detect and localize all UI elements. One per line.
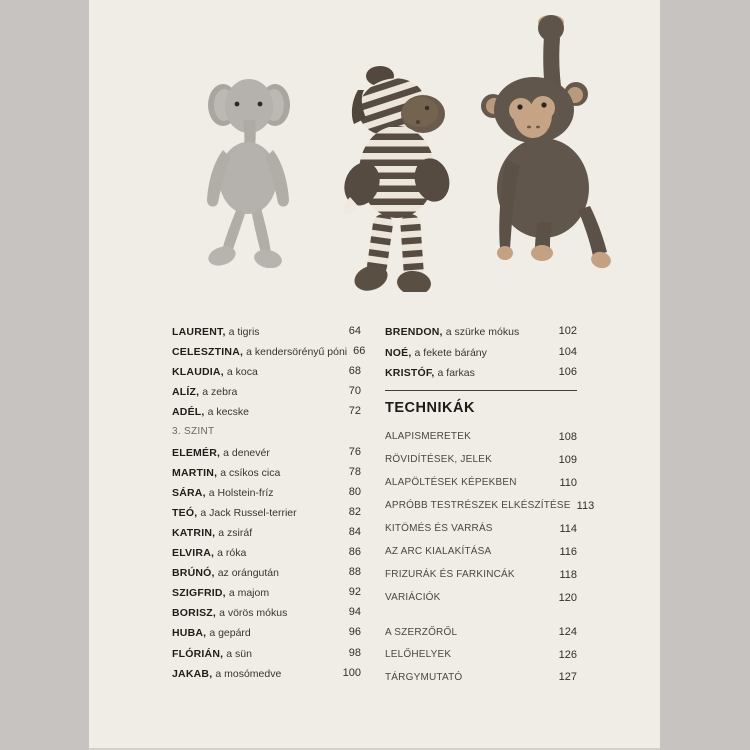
toc-entry bbox=[385, 563, 577, 586]
toc-entry-label bbox=[172, 322, 260, 340]
toc-page-number: 116 bbox=[559, 545, 577, 558]
toc-entry bbox=[385, 425, 577, 448]
toc-page-number: 104 bbox=[558, 345, 577, 358]
toc-entry bbox=[385, 342, 577, 363]
toc-entry bbox=[172, 482, 361, 502]
toc-entry-label: ALAPÖLTÉSEK KÉPEKBEN bbox=[385, 477, 517, 488]
toc-page-number: 68 bbox=[348, 365, 361, 378]
toc-entry-desc: a gepárd bbox=[209, 627, 251, 640]
toc-entry-desc: a sün bbox=[226, 647, 252, 660]
toc-entry bbox=[172, 663, 361, 683]
toc-page-number: 92 bbox=[348, 586, 361, 599]
monkey-toy bbox=[481, 15, 613, 270]
toc-section-label: 3. SZINT bbox=[172, 426, 215, 438]
toc-closing-entries bbox=[385, 621, 577, 689]
toc-entry-desc: a majom bbox=[228, 587, 270, 600]
monkey-toy-photo bbox=[480, 10, 625, 270]
toc-entry-desc: a fekete bárány bbox=[414, 346, 487, 359]
toc-entry bbox=[172, 442, 361, 462]
toc-entry-name: JAKAB, bbox=[172, 667, 213, 680]
toc-entry-desc: az orángután bbox=[217, 567, 279, 580]
toc-entry bbox=[385, 621, 577, 644]
toc-entry-name: SÁRA, bbox=[172, 486, 206, 499]
toc-page-number: 127 bbox=[558, 671, 577, 684]
toc-page-number: 88 bbox=[348, 566, 361, 579]
toc-entry-name: TEÓ, bbox=[172, 506, 198, 519]
toc-page-number: 113 bbox=[576, 499, 595, 512]
toc-divider bbox=[385, 390, 577, 391]
toc-entry-label: VARIÁCIÓK bbox=[385, 592, 441, 603]
toc-entry-name: BORISZ, bbox=[172, 607, 217, 620]
toc-entry bbox=[172, 401, 361, 421]
toc-entry bbox=[385, 586, 577, 609]
toc-entry-name: BRENDON, bbox=[385, 326, 443, 339]
toc-entry bbox=[172, 643, 361, 663]
toc-entry-desc: a csíkos cica bbox=[220, 466, 281, 479]
toc-page-number: 126 bbox=[558, 648, 577, 661]
toc-animal-entries-level2 bbox=[172, 321, 366, 421]
toc-entry-label: A SZERZŐRŐL bbox=[385, 626, 458, 638]
toc-heading-row bbox=[385, 398, 577, 418]
toc-entry-name: ELVIRA, bbox=[172, 547, 215, 560]
toc-page-number: 108 bbox=[558, 430, 577, 443]
toc-entry-label bbox=[172, 603, 287, 621]
toc-entry-label: ALAPISMERETEK bbox=[385, 431, 471, 442]
toc-entry-label bbox=[172, 362, 258, 380]
toc-entry-desc: a vörös mókus bbox=[219, 607, 288, 620]
toc-page-number: 78 bbox=[348, 465, 361, 478]
toc-entry-label bbox=[385, 322, 519, 340]
toc-page-number: 114 bbox=[559, 522, 577, 535]
toc-page-number: 118 bbox=[559, 568, 577, 581]
toc-gap bbox=[385, 609, 577, 621]
toc-entry bbox=[172, 582, 361, 602]
toc-entry-desc: a koca bbox=[226, 366, 258, 379]
toc-entry-label bbox=[172, 402, 249, 420]
toc-entry bbox=[385, 494, 595, 517]
toc-techniques-heading: TECHNIKÁK bbox=[385, 399, 475, 416]
toc-entry-desc: a zsiráf bbox=[218, 526, 253, 539]
toc-entry bbox=[172, 602, 361, 622]
toc-entry bbox=[385, 644, 577, 667]
toc-page-number: 96 bbox=[348, 626, 361, 639]
toc-entry-label bbox=[172, 483, 274, 501]
toc-entry-desc: a kecske bbox=[207, 406, 249, 419]
toc-page-number: 102 bbox=[558, 325, 577, 338]
toc-entry bbox=[385, 540, 577, 563]
toc-page-number: 82 bbox=[348, 505, 361, 518]
toc-entry bbox=[172, 622, 361, 642]
toc-page-number: 98 bbox=[348, 646, 361, 659]
toc-entry-label bbox=[385, 343, 487, 361]
toc-entry bbox=[172, 522, 361, 542]
toc-entry-name: CELESZTINA, bbox=[172, 346, 244, 359]
toc-entry-label bbox=[172, 563, 279, 581]
toc-page-number: 70 bbox=[348, 385, 361, 398]
toc-entry-label bbox=[172, 523, 252, 541]
toc-entry-label bbox=[172, 342, 347, 360]
toc-entry-desc: a denevér bbox=[223, 446, 270, 459]
toc-entry-label bbox=[385, 363, 475, 381]
toc-entry bbox=[172, 361, 361, 381]
toc-entry-label bbox=[172, 443, 270, 461]
toc-entry bbox=[172, 462, 361, 482]
toc-animal-entries-level3 bbox=[172, 442, 361, 683]
toc-entry-name: SZIGFRID, bbox=[172, 587, 226, 600]
toc-page-number: 124 bbox=[558, 626, 577, 639]
toc-entry-desc: a Jack Russel-terrier bbox=[200, 506, 297, 519]
toc-entry-desc: a szürke mókus bbox=[445, 326, 520, 339]
toc-page-number: 86 bbox=[348, 546, 361, 559]
zebra-toy bbox=[340, 66, 454, 292]
toc-entry-desc: a kendersörényű póni bbox=[246, 346, 348, 359]
toc-page-number: 100 bbox=[342, 666, 361, 679]
toc-section-row bbox=[172, 421, 361, 441]
toc-entry-name: LAURENT, bbox=[172, 326, 226, 339]
toc-entry-label: TÁRGYMUTATÓ bbox=[385, 671, 463, 683]
toc-entry bbox=[172, 542, 361, 562]
toc-technique-entries bbox=[385, 425, 595, 609]
toc-entry-desc: a farkas bbox=[437, 367, 475, 380]
toc-page-number: 106 bbox=[558, 366, 577, 379]
toc-entry-name: ADÉL, bbox=[172, 406, 205, 419]
toc-entry-name: BRÚNÓ, bbox=[172, 567, 215, 580]
toc-page-number: 80 bbox=[348, 485, 361, 498]
toc-entry bbox=[385, 321, 577, 342]
toc-entry-label bbox=[172, 543, 246, 561]
toc-entry-label bbox=[172, 664, 281, 682]
toc-entry-label: KITÖMÉS ÉS VARRÁS bbox=[385, 523, 493, 534]
toc-entry-label bbox=[172, 583, 269, 601]
toc-page-number: 110 bbox=[559, 476, 577, 489]
toc-entry-name: KATRIN, bbox=[172, 526, 216, 539]
toc-entry bbox=[385, 517, 577, 540]
toc-entry-name: KLAUDIA, bbox=[172, 366, 224, 379]
toc-left-column bbox=[172, 321, 366, 683]
toc-entry-label bbox=[172, 382, 237, 400]
toc-page-number: 94 bbox=[348, 606, 361, 619]
toc-entry-name: HUBA, bbox=[172, 627, 207, 640]
toc-entry bbox=[172, 381, 361, 401]
elephant-toy-photo bbox=[195, 68, 300, 268]
toc-page-number: 66 bbox=[353, 345, 366, 358]
toc-entry bbox=[172, 502, 361, 522]
elephant-toy bbox=[206, 79, 290, 268]
toc-entry bbox=[385, 362, 577, 383]
toc-entry-label bbox=[172, 623, 251, 641]
toc-entry-desc: a mosómedve bbox=[215, 667, 282, 680]
toc-entry bbox=[172, 341, 366, 361]
toc-entry bbox=[385, 471, 577, 494]
toc-entry bbox=[172, 321, 361, 341]
toc-entry-desc: a tigris bbox=[228, 326, 260, 339]
toc-entry bbox=[385, 666, 577, 689]
toc-page-number: 64 bbox=[348, 325, 361, 338]
toc-right-column bbox=[385, 321, 595, 689]
toc-entry-label: FRIZURÁK ÉS FARKINCÁK bbox=[385, 569, 515, 580]
toc-page-number: 72 bbox=[348, 405, 361, 418]
toc-entry-label bbox=[172, 503, 297, 521]
toc-entry-desc: a Holstein-fríz bbox=[208, 486, 274, 499]
toc-entry-desc: a róka bbox=[217, 547, 247, 560]
toc-entry-label: AZ ARC KIALAKÍTÁSA bbox=[385, 546, 492, 557]
toc-entry-label: LELŐHELYEK bbox=[385, 649, 452, 661]
toc-page-number: 76 bbox=[348, 445, 361, 458]
toc-page-number: 84 bbox=[348, 525, 361, 538]
toc-entry-label: RÖVIDÍTÉSEK, JELEK bbox=[385, 454, 492, 465]
toc-entry-name: ALÍZ, bbox=[172, 386, 200, 399]
toc-entry-name: ELEMÉR, bbox=[172, 446, 221, 459]
toc-entry-label bbox=[172, 463, 280, 481]
toc-entry bbox=[172, 562, 361, 582]
book-page bbox=[89, 0, 660, 750]
toc-entry-name: MARTIN, bbox=[172, 466, 218, 479]
toc-page-number: 109 bbox=[558, 453, 577, 466]
toc-entry-desc: a zebra bbox=[202, 386, 238, 399]
toc-entry-name: KRISTÓF, bbox=[385, 367, 435, 380]
toc-entry-name: FLÓRIÁN, bbox=[172, 647, 224, 660]
toc-entry bbox=[385, 448, 577, 471]
toc-page-number: 120 bbox=[558, 591, 577, 604]
toc-animal-entries-continued bbox=[385, 321, 577, 383]
toc-entry-label: APRÓBB TESTRÉSZEK ELKÉSZÍTÉSE bbox=[385, 500, 571, 511]
toc-entry-name: NOÉ, bbox=[385, 346, 412, 359]
toc-entry-label bbox=[172, 644, 252, 662]
zebra-toy-photo bbox=[340, 62, 460, 292]
